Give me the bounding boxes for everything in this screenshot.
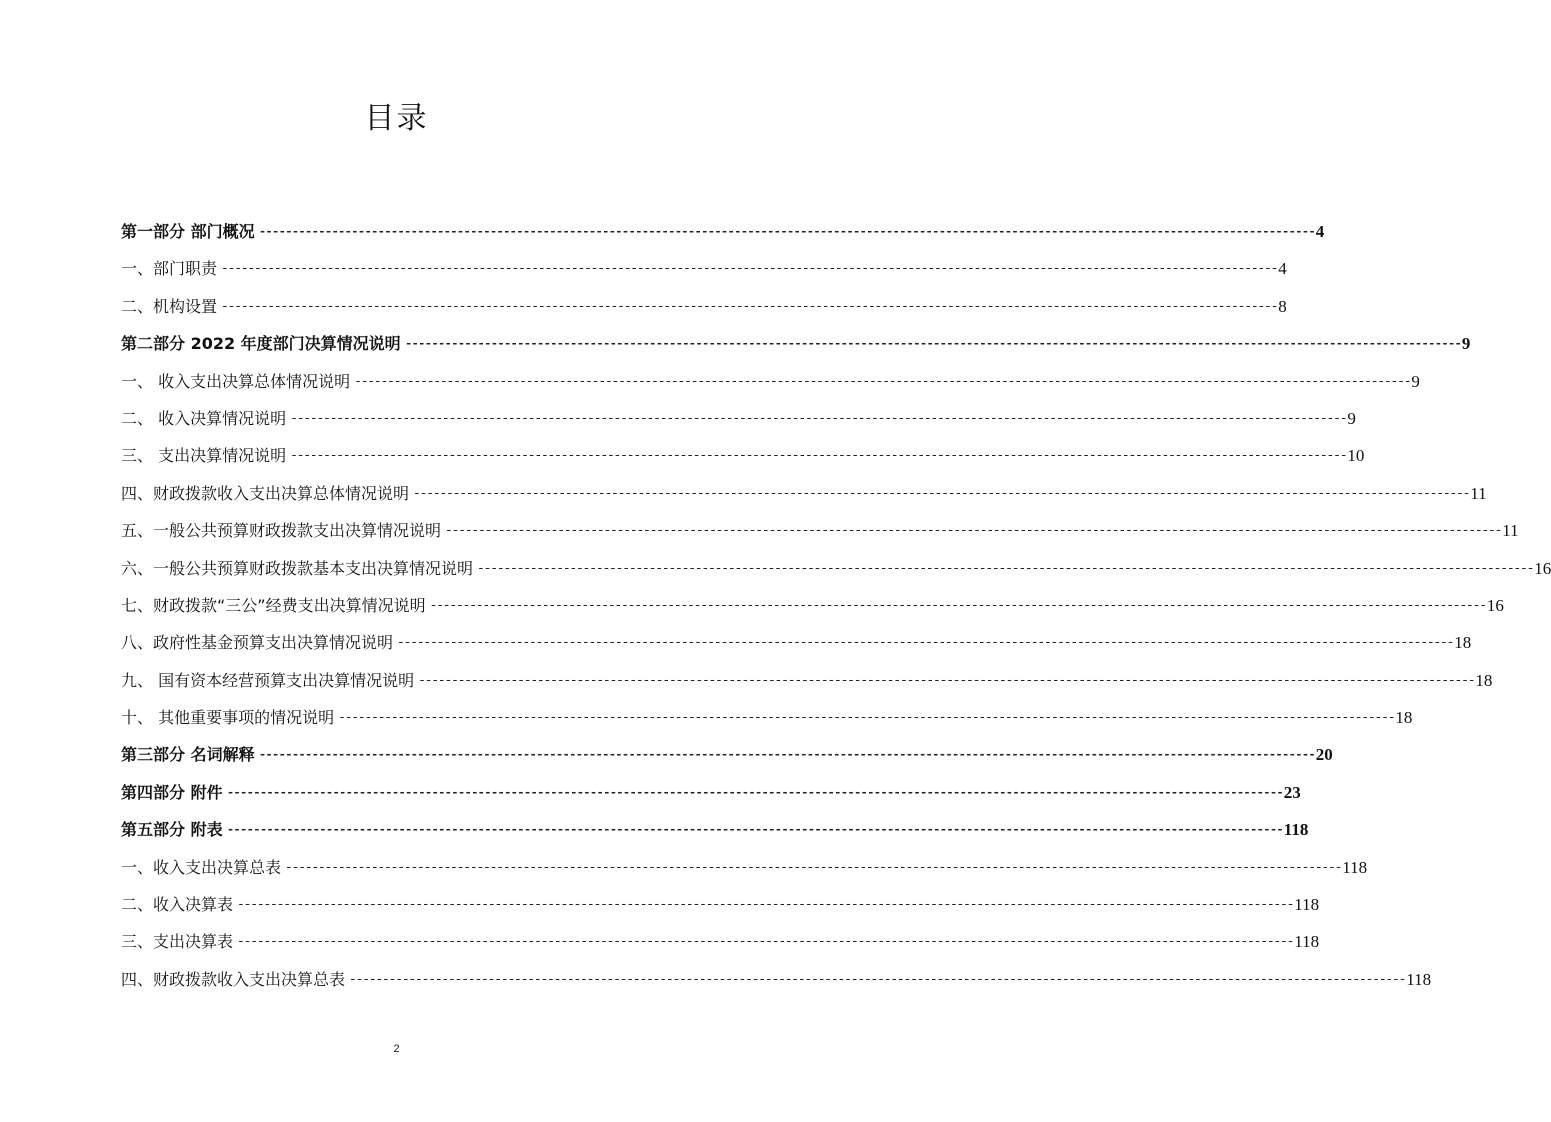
- toc-entry[interactable]: [121, 815, 1309, 852]
- toc-entry[interactable]: [121, 292, 1287, 329]
- toc-leader-dashes: ----------------------------------------------------------------------------------------------------------------------------------------------------------------: [290, 410, 1347, 426]
- toc-entry[interactable]: [121, 666, 1493, 703]
- toc-entry-label: 十、 其他重要事项的情况说明: [121, 708, 335, 728]
- toc-entry-label: 一、 收入支出决算总体情况说明: [121, 371, 351, 391]
- toc-entry-page: 118: [1283, 820, 1309, 840]
- toc-entry-label: 六、一般公共预算财政拨款基本支出决算情况说明: [121, 558, 474, 578]
- toc-leader-dashes: ----------------------------------------------------------------------------------------------------------------------------------------------------------------: [418, 672, 1475, 688]
- toc-entry-label: 三、支出决算表: [121, 932, 234, 952]
- toc-entry-label: 四、财政拨款收入支出决算总表: [121, 969, 346, 989]
- toc-entry-label: 四、财政拨款收入支出决算总体情况说明: [121, 483, 410, 503]
- toc-entry-label: 七、财政拨款“三公”经费支出决算情况说明: [121, 595, 426, 615]
- toc-leader-dashes: ----------------------------------------------------------------------------------------------------------------------------------------------------------------: [221, 298, 1278, 314]
- toc-entry-page: 16: [1534, 558, 1551, 578]
- toc-entry-label: 五、一般公共预算财政拨款支出决算情况说明: [121, 521, 442, 541]
- toc-entry-label: 三、 支出决算情况说明: [121, 446, 287, 466]
- toc-leader-dashes: ----------------------------------------------------------------------------------------------------------------------------------------------------------------: [397, 635, 1454, 651]
- toc-entry[interactable]: [121, 703, 1413, 740]
- toc-entry-page: 9: [1461, 334, 1471, 354]
- toc-entry-label: 第一部分 部门概况: [121, 222, 255, 241]
- toc-entry[interactable]: [121, 217, 1325, 254]
- toc-entry-label: 二、机构设置: [121, 296, 218, 316]
- toc-entry-page: 23: [1283, 782, 1301, 802]
- toc-entry-page: 11: [1470, 483, 1487, 503]
- toc-entry-label: 一、部门职责: [121, 259, 218, 279]
- toc-leader-dashes: ----------------------------------------------------------------------------------------------------------------------------------------------------------------: [477, 560, 1534, 576]
- toc-entry[interactable]: [121, 740, 1333, 777]
- toc-entry-page: 118: [1342, 857, 1368, 877]
- toc-entry-page: 4: [1315, 222, 1325, 241]
- toc-entry-label: 二、 收入决算情况说明: [121, 408, 287, 428]
- toc-entry[interactable]: [121, 927, 1320, 964]
- toc-entry-label: 一、收入支出决算总表: [121, 857, 282, 877]
- toc-entry[interactable]: [121, 516, 1519, 553]
- toc-leader-dashes: ----------------------------------------------------------------------------------------------------------------------------------------------------------------: [349, 971, 1406, 987]
- toc-entry[interactable]: [121, 591, 1504, 628]
- page-title: 目录: [364, 101, 429, 136]
- toc-entry[interactable]: [121, 441, 1365, 478]
- toc-entry-label: 第四部分 附件: [121, 782, 223, 802]
- toc-entry[interactable]: [121, 778, 1301, 815]
- toc-entry[interactable]: [121, 554, 1551, 591]
- toc-leader-dashes: ----------------------------------------------------------------------------------------------------------------------------------------------------------------: [338, 710, 1395, 726]
- toc-leader-dashes: ----------------------------------------------------------------------------------------------------------------------------------------------------------------: [237, 897, 1294, 913]
- toc-entry-page: 18: [1395, 708, 1413, 728]
- toc-entry-label: 第五部分 附表: [121, 820, 223, 840]
- toc-entry[interactable]: [121, 367, 1420, 404]
- toc-leader-dashes: ----------------------------------------------------------------------------------------------------------------------------------------------------------------: [429, 597, 1486, 613]
- toc-leader-dashes: ----------------------------------------------------------------------------------------------------------------------------------------------------------------: [258, 747, 1315, 763]
- toc-leader-dashes: ----------------------------------------------------------------------------------------------------------------------------------------------------------------: [237, 934, 1294, 950]
- toc-entry-page: 10: [1347, 446, 1365, 466]
- toc-entry[interactable]: [121, 890, 1320, 927]
- toc-leader-dashes: ----------------------------------------------------------------------------------------------------------------------------------------------------------------: [221, 261, 1278, 277]
- toc-leader-dashes: ----------------------------------------------------------------------------------------------------------------------------------------------------------------: [413, 485, 1470, 501]
- toc-entry-page: 11: [1502, 521, 1519, 541]
- toc-entry[interactable]: [121, 254, 1287, 291]
- toc-entry[interactable]: [121, 628, 1472, 665]
- toc-leader-dashes: ----------------------------------------------------------------------------------------------------------------------------------------------------------------: [285, 859, 1342, 875]
- toc-entry[interactable]: [121, 404, 1356, 441]
- toc-entry-label: 第三部分 名词解释: [121, 745, 255, 765]
- toc-entry-page: 18: [1454, 633, 1472, 653]
- page-number: 2: [393, 1043, 400, 1055]
- toc-leader-dashes: ----------------------------------------------------------------------------------------------------------------------------------------------------------------: [226, 822, 1283, 838]
- toc-entry[interactable]: [121, 479, 1487, 516]
- toc-entry-label: 九、 国有资本经营预算支出决算情况说明: [121, 670, 415, 690]
- toc-leader-dashes: ----------------------------------------------------------------------------------------------------------------------------------------------------------------: [226, 784, 1283, 800]
- toc-leader-dashes: ----------------------------------------------------------------------------------------------------------------------------------------------------------------: [258, 224, 1315, 239]
- toc-entry-page: 118: [1406, 969, 1432, 989]
- toc-entry-page: 20: [1315, 745, 1333, 765]
- toc-entry-page: 8: [1278, 296, 1287, 316]
- table-of-contents: [121, 217, 1551, 1002]
- toc-entry-label: 八、政府性基金预算支出决算情况说明: [121, 633, 394, 653]
- toc-entry[interactable]: [121, 965, 1432, 1002]
- toc-entry-page: 4: [1278, 259, 1287, 279]
- toc-entry-page: 18: [1475, 670, 1493, 690]
- toc-entry-page: 118: [1294, 895, 1320, 915]
- toc-entry-label: 第二部分 2022 年度部门决算情况说明: [121, 334, 401, 354]
- toc-entry[interactable]: [121, 329, 1471, 366]
- toc-entry[interactable]: [121, 853, 1368, 890]
- toc-entry-page: 16: [1486, 595, 1504, 615]
- toc-leader-dashes: ----------------------------------------------------------------------------------------------------------------------------------------------------------------: [354, 373, 1411, 389]
- toc-leader-dashes: ----------------------------------------------------------------------------------------------------------------------------------------------------------------: [290, 448, 1347, 464]
- toc-entry-page: 118: [1294, 932, 1320, 952]
- toc-entry-page: 9: [1411, 371, 1420, 391]
- toc-leader-dashes: ----------------------------------------------------------------------------------------------------------------------------------------------------------------: [445, 523, 1502, 539]
- toc-entry-page: 9: [1347, 408, 1356, 428]
- toc-entry-label: 二、收入决算表: [121, 895, 234, 915]
- toc-leader-dashes: ----------------------------------------------------------------------------------------------------------------------------------------------------------------: [404, 336, 1461, 352]
